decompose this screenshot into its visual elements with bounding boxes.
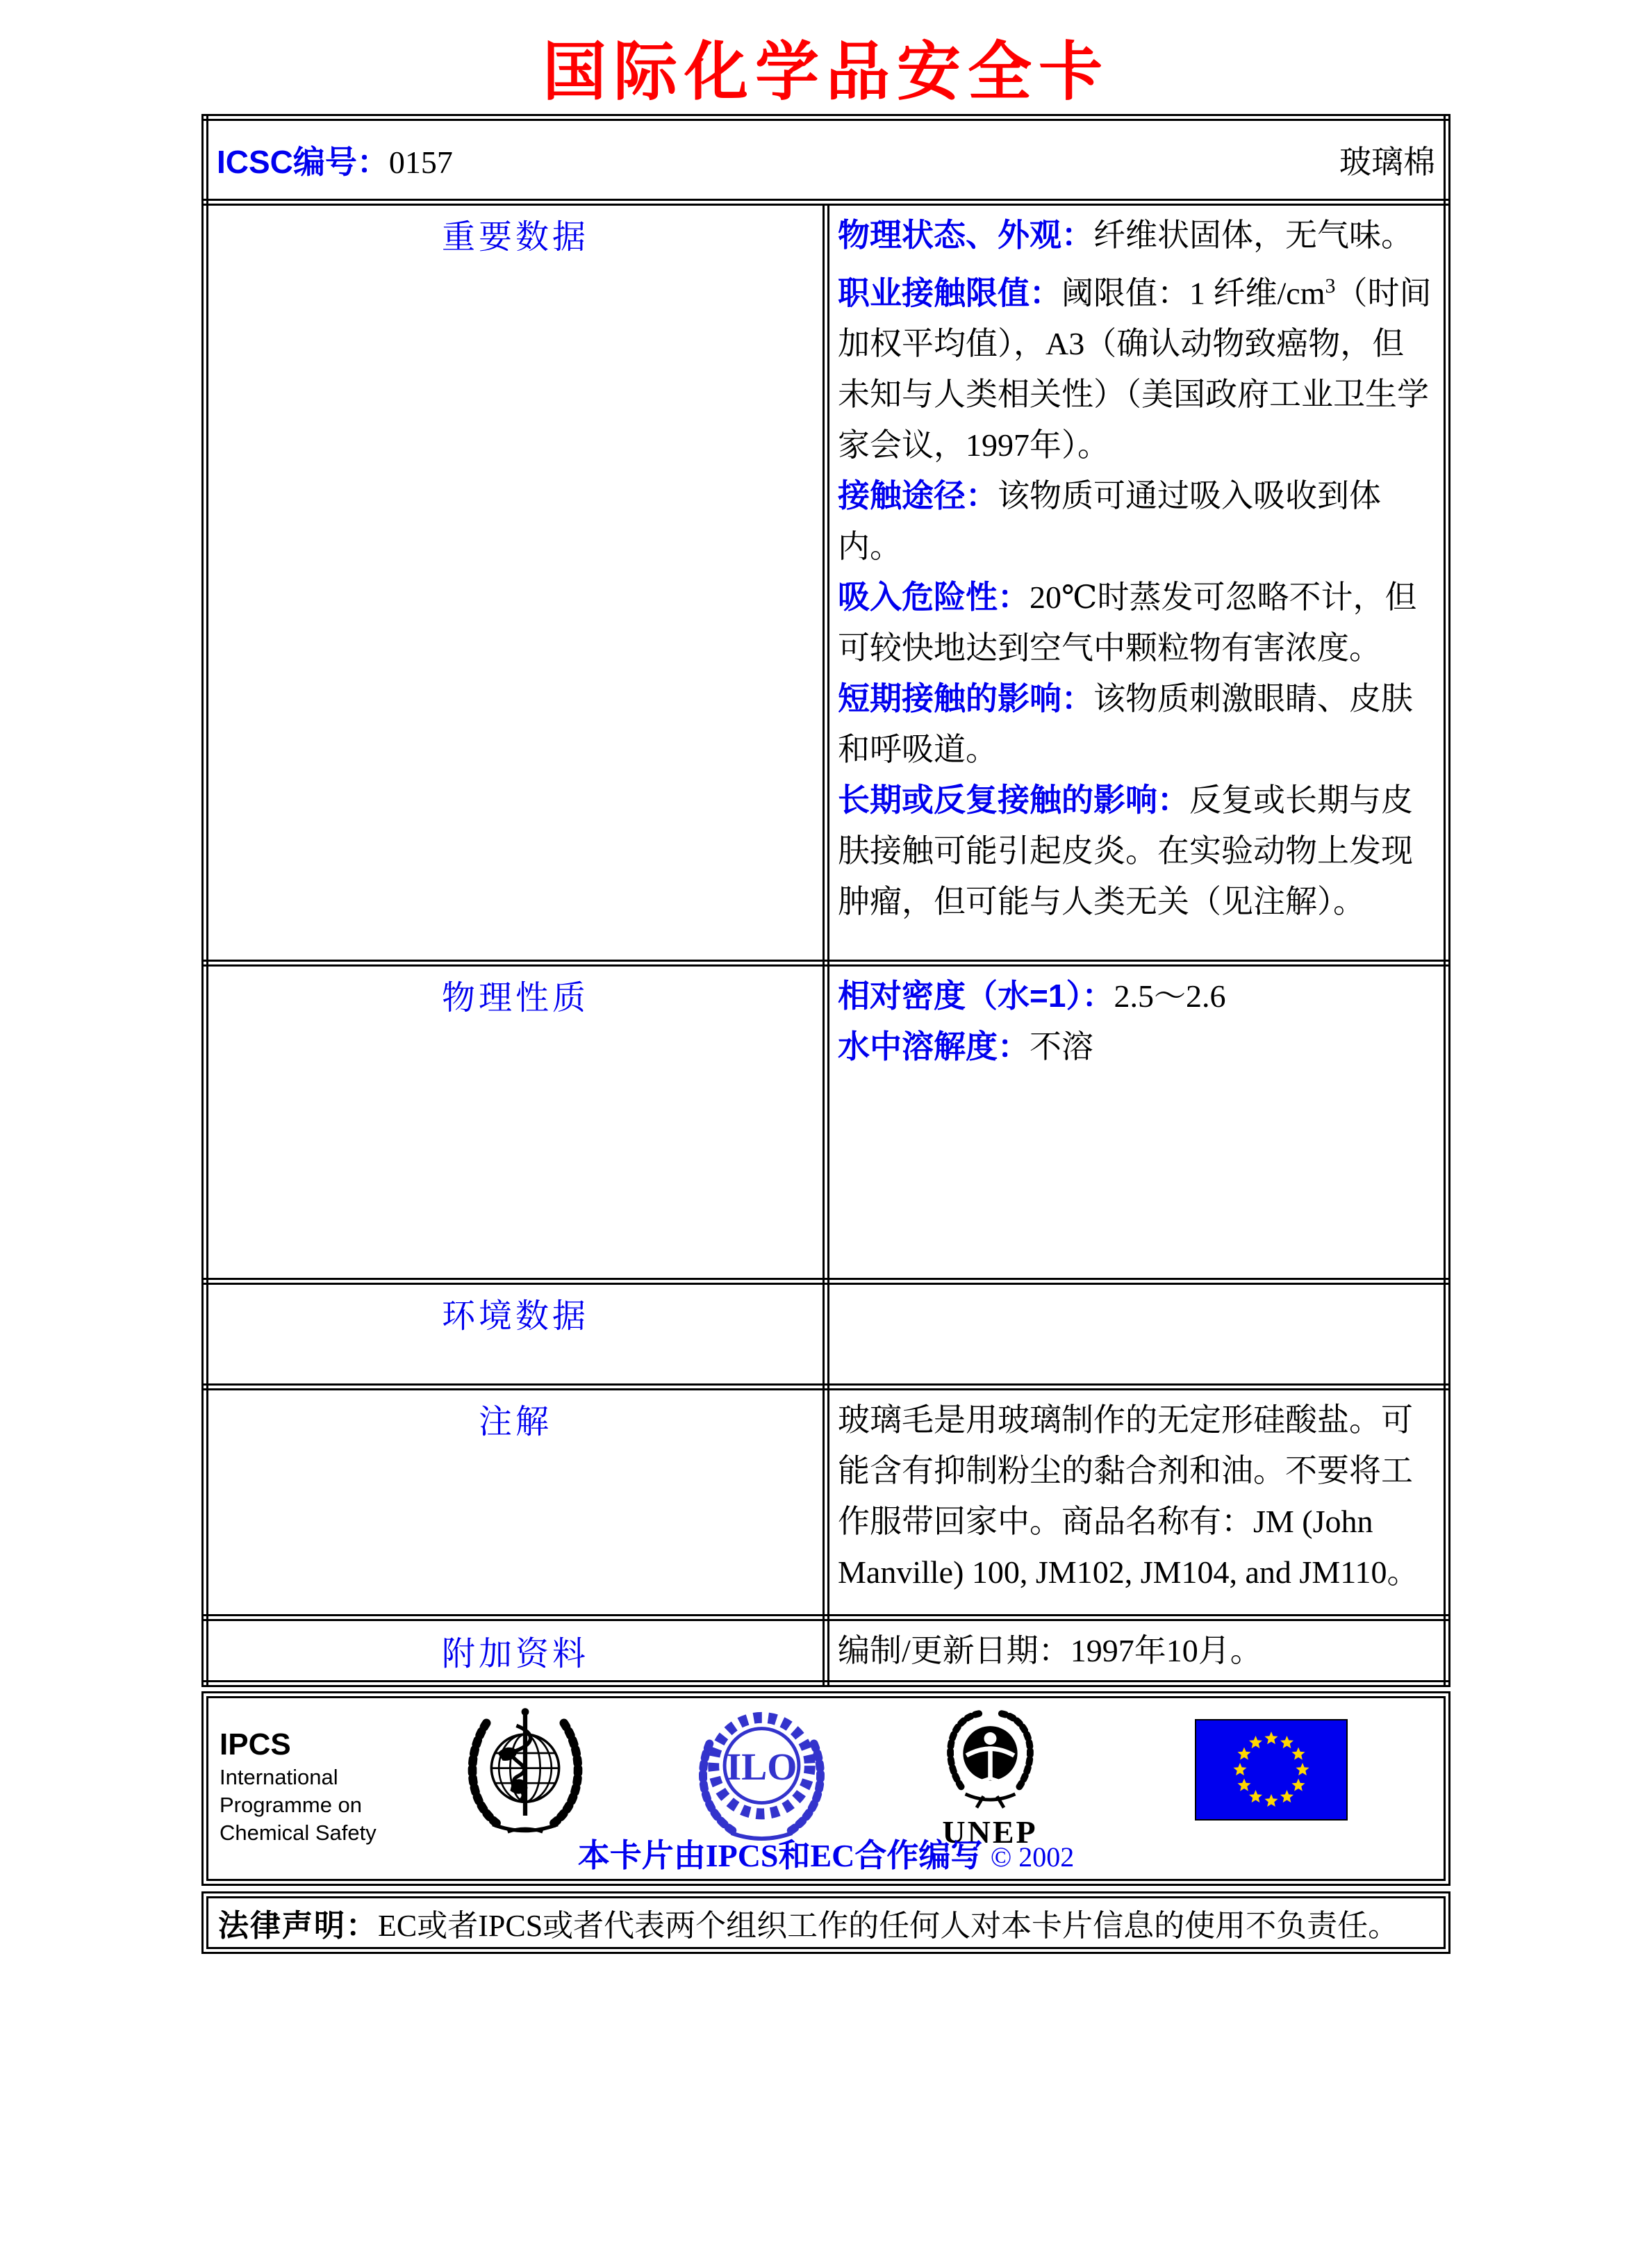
legal-text: EC或者IPCS或者代表两个组织工作的任何人对本卡片信息的使用不负责任。 [378,1909,1399,1943]
physical-properties-content [826,963,1447,1281]
ipcs-line-3: Chemical Safety [220,1821,377,1845]
icsc-main-table [201,114,1450,1687]
table-row-header [205,117,1447,202]
field-update-date: 编制/更新日期：1997年10月。 [838,1633,1262,1668]
field-exposure-routes: 接触途径：该物质可通过吸入吸收到体内。 [838,477,1381,565]
ipcs-line-1: International [220,1765,338,1789]
row-label-important-data: 重要数据 [205,202,826,963]
ipcs-acronym: IPCS [220,1727,291,1761]
credit-line [208,1830,1444,1876]
row-label-environmental-data: 环境数据 [205,1281,826,1387]
additional-info-content [826,1618,1447,1684]
page-title: 国际化学品安全卡 [542,37,1109,108]
icsc-card-page [201,39,1450,1954]
icsc-number-label: ICSC编号： [217,144,389,180]
row-label-additional-info: 附加资料 [205,1618,826,1684]
row-label-physical-properties: 物理性质 [205,963,826,1281]
unep-logo-icon [933,1708,1048,1812]
substance-name: 玻璃棉 [1339,145,1435,180]
unep-label: UNEP [942,1814,1038,1850]
field-short-term-effects: 短期接触的影响：该物质刺激眼睛、皮肤和呼吸道。 [838,680,1413,768]
ipcs-text-block [220,1726,377,1847]
credit-text: 本卡片由IPCS和EC合作编写 [577,1838,983,1873]
notes-text: 玻璃毛是用玻璃制作的无定形硅酸盐。可能含有抑制粉尘的黏合剂和油。不要将工作服带回家中。商品名称有：JM (John Manville) 100, JM102, JM104, and JM110。 [838,1402,1419,1590]
eu-flag-icon [1195,1719,1348,1821]
icsc-header-cell [205,117,1447,202]
icsc-number-group [217,137,453,183]
table-row-additional-info [205,1618,1447,1684]
who-logo-icon [463,1705,588,1839]
field-inhalation-risk: 吸入危险性：20℃时蒸发可忽略不计，但可较快地达到空气中颗粒物有害浓度。 [838,579,1417,666]
table-row-physical-properties [205,963,1447,1281]
notes-content [826,1387,1447,1618]
unep-logo-block [931,1708,1049,1849]
superscript-3: 3 [1325,274,1336,297]
footer-organizations [201,1691,1450,1886]
table-row-notes [205,1387,1447,1618]
credit-copyright: © 2002 [990,1841,1075,1873]
table-row-important-data [205,202,1447,963]
field-water-solubility: 水中溶解度：不溶 [838,1028,1093,1065]
important-data-content [826,202,1447,963]
ipcs-line-2: Programme on [220,1793,363,1817]
row-label-notes: 注解 [205,1387,826,1618]
environmental-data-content [826,1281,1447,1387]
field-relative-density: 相对密度（水=1）：2.5～2.6 [838,978,1226,1014]
field-physical-state: 物理状态、外观：纤维状固体，无气味。 [838,217,1413,253]
legal-label: 法律声明： [218,1909,378,1943]
ilo-letters: ILO [726,1745,797,1788]
icsc-number-value: 0157 [388,145,453,180]
table-row-environmental-data [205,1281,1447,1387]
field-occupational-exposure-limits: 职业接触限值：阈限值：1 纤维$/cm^3$（时间加权平均值），A3（确认动物致癌物，但未知与人类相关性）（美国政府工业卫生学家会议，1997年）。 [838,274,1432,463]
ilo-logo-icon [691,1705,833,1843]
field-long-term-effects: 长期或反复接触的影响：反复或长期与皮肤接触可能引起皮炎。在实验动物上发现肿瘤，但可能与人类无关（见注解）。 [838,782,1413,920]
legal-disclaimer [201,1891,1450,1954]
